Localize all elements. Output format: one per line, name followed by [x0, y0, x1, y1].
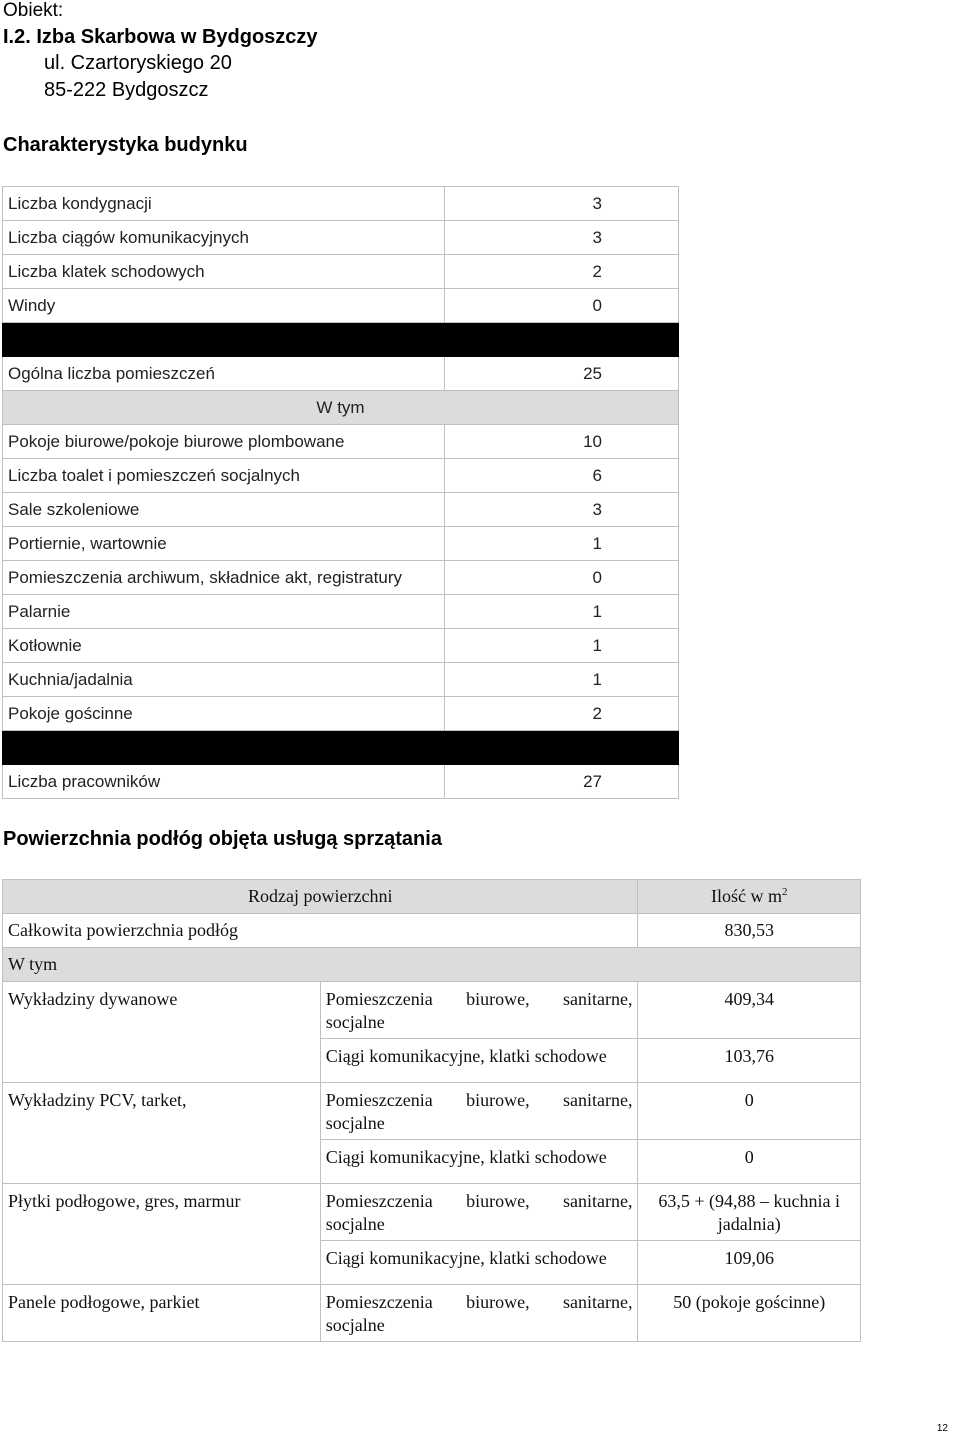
floor-type-cell: Wykładziny PCV, tarket, — [3, 1083, 321, 1140]
area-type-cell: Pomieszczenia biurowe, sanitarne, socjalne — [320, 1285, 638, 1342]
floor-area-table — [2, 879, 861, 1342]
row-label: Pomieszczenia archiwum, składnice akt, registratury — [3, 561, 445, 595]
total-row — [3, 914, 861, 948]
row-value: 3 — [445, 187, 679, 221]
table-row — [3, 1039, 861, 1083]
area-value-cell: 0 — [638, 1083, 861, 1140]
table-row — [3, 1083, 861, 1140]
address-street: ul. Czartoryskiego 20 — [44, 52, 232, 74]
area-type-cell: Ciągi komunikacyjne, klatki schodowe — [320, 1241, 638, 1285]
row-label: Liczba ciągów komunikacyjnych — [3, 221, 445, 255]
row-value: 2 — [445, 255, 679, 289]
table-row — [3, 595, 679, 629]
floor-type-cell: Wykładziny dywanowe — [3, 982, 321, 1039]
column-header-qty-text: Ilość w m — [710, 886, 782, 906]
row-value: 1 — [445, 527, 679, 561]
area-value-cell: 109,06 — [638, 1241, 861, 1285]
separator-cell — [3, 323, 679, 357]
table-row — [3, 1184, 861, 1241]
row-value: 6 — [445, 459, 679, 493]
row-label: Kotłownie — [3, 629, 445, 663]
w-tym-label: W tym — [3, 948, 861, 982]
table-row — [3, 629, 679, 663]
floor-type-cell — [3, 1241, 321, 1285]
row-label: Portiernie, wartownie — [3, 527, 445, 561]
w-tym-row — [3, 391, 679, 425]
table-row — [3, 697, 679, 731]
column-header-type: Rodzaj powierzchni — [3, 880, 638, 914]
building-characteristics-table — [2, 186, 679, 799]
row-value: 1 — [445, 595, 679, 629]
address-city: 85-222 Bydgoszcz — [44, 79, 209, 101]
row-value: 27 — [445, 765, 679, 799]
floor-type-cell: Płytki podłogowe, gres, marmur — [3, 1184, 321, 1241]
area-type-cell: Pomieszczenia biurowe, sanitarne, socjalne — [320, 982, 638, 1039]
floor-type-cell — [3, 1140, 321, 1184]
object-title: I.2. Izba Skarbowa w Bydgoszczy — [3, 26, 318, 48]
row-value: 3 — [445, 221, 679, 255]
object-label: Obiekt: — [3, 0, 64, 21]
row-label: Liczba pracowników — [3, 765, 445, 799]
table-row — [3, 493, 679, 527]
table-row — [3, 1285, 861, 1342]
table-header-row — [3, 880, 861, 914]
table-row — [3, 221, 679, 255]
area-type-cell: Pomieszczenia biurowe, sanitarne, socjalne — [320, 1184, 638, 1241]
table-row — [3, 527, 679, 561]
page-number: 12 — [936, 1423, 948, 1434]
table-row — [3, 255, 679, 289]
row-label: Sale szkoleniowe — [3, 493, 445, 527]
total-value: 830,53 — [638, 914, 861, 948]
row-label: Kuchnia/jadalnia — [3, 663, 445, 697]
area-value-cell: 63,5 + (94,88 – kuchnia i jadalnia) — [638, 1184, 861, 1241]
row-label: Ogólna liczba pomieszczeń — [3, 357, 445, 391]
separator-row — [3, 323, 679, 357]
floor-type-cell: Panele podłogowe, parkiet — [3, 1285, 321, 1342]
area-type-cell: Ciągi komunikacyjne, klatki schodowe — [320, 1039, 638, 1083]
table-row — [3, 425, 679, 459]
w-tym-row — [3, 948, 861, 982]
row-value: 25 — [445, 357, 679, 391]
row-label: Liczba kondygnacji — [3, 187, 445, 221]
section-title-building: Charakterystyka budynku — [3, 134, 248, 156]
section-title-floor-area: Powierzchnia podłóg objęta usługą sprzątania — [3, 828, 442, 850]
row-value: 0 — [445, 561, 679, 595]
area-value-cell: 103,76 — [638, 1039, 861, 1083]
column-header-qty — [638, 880, 861, 914]
row-value: 10 — [445, 425, 679, 459]
table-row — [3, 561, 679, 595]
area-type-cell: Ciągi komunikacyjne, klatki schodowe — [320, 1140, 638, 1184]
row-label: Pokoje biurowe/pokoje biurowe plombowane — [3, 425, 445, 459]
table-row — [3, 1241, 861, 1285]
area-value-cell: 409,34 — [638, 982, 861, 1039]
column-header-qty-sup: 2 — [781, 886, 788, 898]
table-row — [3, 289, 679, 323]
total-rooms-row — [3, 357, 679, 391]
table-row — [3, 187, 679, 221]
row-value: 2 — [445, 697, 679, 731]
floor-type-cell — [3, 1039, 321, 1083]
area-value-cell: 0 — [638, 1140, 861, 1184]
separator-row — [3, 731, 679, 765]
table-row — [3, 982, 861, 1039]
separator-cell — [3, 731, 679, 765]
area-type-cell: Pomieszczenia biurowe, sanitarne, socjalne — [320, 1083, 638, 1140]
table-row — [3, 663, 679, 697]
area-value-cell: 50 (pokoje gościnne) — [638, 1285, 861, 1342]
row-label: Windy — [3, 289, 445, 323]
row-value: 0 — [445, 289, 679, 323]
row-label: Palarnie — [3, 595, 445, 629]
row-value: 1 — [445, 629, 679, 663]
row-label: Liczba klatek schodowych — [3, 255, 445, 289]
employees-row — [3, 765, 679, 799]
row-value: 3 — [445, 493, 679, 527]
table-row — [3, 459, 679, 493]
table-row — [3, 1140, 861, 1184]
row-label: Liczba toalet i pomieszczeń socjalnych — [3, 459, 445, 493]
row-value: 1 — [445, 663, 679, 697]
total-label: Całkowita powierzchnia podłóg — [3, 914, 638, 948]
row-label: Pokoje gościnne — [3, 697, 445, 731]
w-tym-label: W tym — [3, 391, 679, 425]
